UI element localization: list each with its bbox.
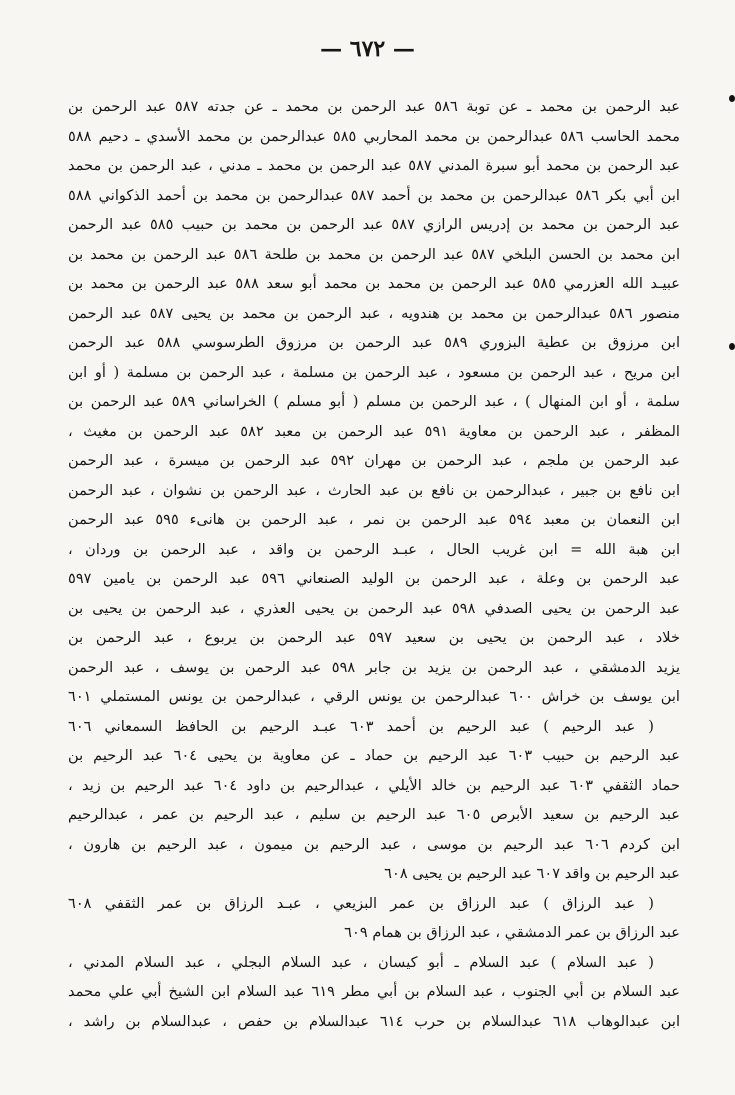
index-line: عبد الرحمن بن محمد أبو سبرة المدني ٥٨٧ عبد الرحمن بن محمد ـ مدني ، عبد الرحمن بن محمد xyxy=(68,157,680,174)
index-body xyxy=(68,92,680,1036)
index-line: عبد الرحمن بن يحيى الصدفي ٥٩٨ عبد الرحمن بن يحيى العذري ، عبد الرحمن بن يحيى بن xyxy=(68,599,681,617)
index-line: المظفر ، عبد الرحمن بن معاوية ٥٩١ عبد الرحمن بن معبد ٥٨٢ عبد الرحمن بن مغيث ، xyxy=(68,422,680,440)
index-line: ابن النعمان بن معبد ٥٩٤ عبد الرحمن بن نمر ، عبد الرحمن بن هانىء ٥٩٥ عبد الرحمن xyxy=(68,511,680,528)
index-line: ابن مرزوق بن عطية البزوري ٥٨٩ عبد الرحمن بن مرزوق الطرسوسي ٥٨٨ عبد الرحمن xyxy=(68,334,680,351)
index-line: حماد الثقفي ٦٠٣ عبد الرحيم بن خالد الأيلي ، عبدالرحيم بن داود ٦٠٤ عبد الرحيم بن زيد ، xyxy=(68,776,681,794)
index-line: خلاد ، عبد الرحمن بن يحيى بن سعيد ٥٩٧ عبد الرحمن بن يربوع ، عبد الرحمن بن xyxy=(68,629,680,646)
margin-mark-top xyxy=(729,95,735,102)
index-line: ابن كردم ٦٠٦ عبد الرحيم بن موسى ، عبد الرحيم بن ميمون ، عبد الرحيم بن هارون ، xyxy=(68,835,680,853)
index-line: عبد الرحمن بن وعلة ، عبد الرحمن بن الوليد الصنعاني ٥٩٦ عبد الرحمن بن يامين ٥٩٧ xyxy=(68,570,680,587)
index-line: عبد الرحمن بن محمد بن إدريس الرازي ٥٨٧ عبد الرحمن بن محمد بن حبيب ٥٨٥ عبد الرحمن xyxy=(68,216,681,233)
index-line: ( عبد السلام ) عبد السلام ـ أبو كيسان ، عبد السلام البجلي ، عبد السلام المدني ، xyxy=(68,953,654,971)
index-line: ابن يوسف بن خراش ٦٠٠ عبدالرحمن بن يونس الرقي ، عبدالرحمن بن يونس المستملي ٦٠١ xyxy=(68,688,680,705)
index-line: ابن هبة الله = ابن غريب الحال ، عبـد الرحمن بن واقد ، عبد الرحمن بن وردان ، xyxy=(68,540,680,558)
index-line: عبد الرزاق بن عمر الدمشقي ، عبد الرزاق بن همام ٦٠٩ xyxy=(344,924,680,941)
index-line: عبد السلام بن أبي الجنوب ، عبد السلام بن أبي مطر ٦١٩ عبد السلام ابن الشيخ أبي علي محمد xyxy=(68,983,680,1000)
index-line: سلمة ، أو ابن المنهال ) ، عبد الرحمن بن مسلم ( أبو مسلم ) الخراساني ٥٨٩ عبد الرحمن بن xyxy=(68,393,680,410)
index-line: ابن محمد بن الحسن البلخي ٥٨٧ عبد الرحمن بن محمد بن طلحة ٥٨٦ عبد الرحمن بن محمد بن xyxy=(68,245,681,263)
index-line: ( عبد الرحيم ) عبد الرحيم بن أحمد ٦٠٣ عبـد الرحيم بن الحافظ السمعاني ٦٠٦ xyxy=(68,717,654,735)
index-line: عبيـد الله العزرمي ٥٨٥ عبد الرحمن بن محمد بن محمد أبو سعد ٥٨٨ عبد الرحمن بن محمد بن xyxy=(68,275,680,292)
page-number: — ٦٧٢ — xyxy=(320,36,415,62)
index-line: عبد الرحيم بن حبيب ٦٠٣ عبد الرحيم بن حماد ـ عن معاوية بن يحيى ٦٠٤ عبد الرحيم بن xyxy=(68,747,680,764)
index-line: ( عبد الرزاق ) عبد الرزاق بن عمر البزيعي ، عبـد الرزاق بن عمر الثقفي ٦٠٨ xyxy=(68,894,654,912)
index-line: عبد الرحمن بن ملجم ، عبد الرحمن بن مهران ٥٩٢ عبد الرحمن بن ميسرة ، عبد الرحمن xyxy=(68,452,680,469)
index-line: عبد الرحيم بن سعيد الأبرص ٦٠٥ عبد الرحيم بن سليم ، عبد الرحيم بن عمر ، عبدالرحيم xyxy=(68,806,680,823)
margin-mark-middle xyxy=(729,343,735,350)
index-line: ابن أبي بكر ٥٨٦ عبدالرحمن بن محمد بن أحمد ٥٨٧ عبدالرحمن بن محمد بن أحمد الذكواني ٥٨٨ xyxy=(68,186,680,204)
index-line: ابن نافع بن جبير ، عبدالرحمن بن نافع بن عبد الحارث ، عبد الرحمن بن نشوان ، عبد الرحمن xyxy=(68,481,680,499)
index-line: ابن مريح ، عبد الرحمن بن مسعود ، عبد الرحمن بن مسلمة ، عبد الرحمن بن مسلمة ( أو ابن xyxy=(68,363,680,381)
index-line: محمد الحاسب ٥٨٦ عبدالرحمن بن محمد المحاربي ٥٨٥ عبدالرحمن بن محمد الأسدي ـ دحيم ٥٨٨ xyxy=(68,127,681,145)
index-line: عبد الرحيم بن واقد ٦٠٧ عبد الرحيم بن يحيى ٦٠٨ xyxy=(384,865,680,882)
index-line: ابن عبدالوهاب ٦١٨ عبدالسلام بن حرب ٦١٤ عبدالسلام بن حفص ، عبدالسلام بن راشد ، xyxy=(68,1012,681,1030)
index-line: عبد الرحمن بن محمد ـ عن توبة ٥٨٦ عبد الرحمن بن محمد ـ عن جدته ٥٨٧ عبد الرحمن بن xyxy=(68,98,680,115)
index-line: يزيد الدمشقي ، عبد الرحمن بن يزيد بن جابر ٥٩٨ عبد الرحمن بن يوسف ، عبد الرحمن xyxy=(68,658,681,676)
index-line: منصور ٥٨٦ عبدالرحمن بن محمد بن هندويه ، عبد الرحمن بن محمد بن يحيى ٥٨٧ عبد الرحمن xyxy=(68,304,681,322)
